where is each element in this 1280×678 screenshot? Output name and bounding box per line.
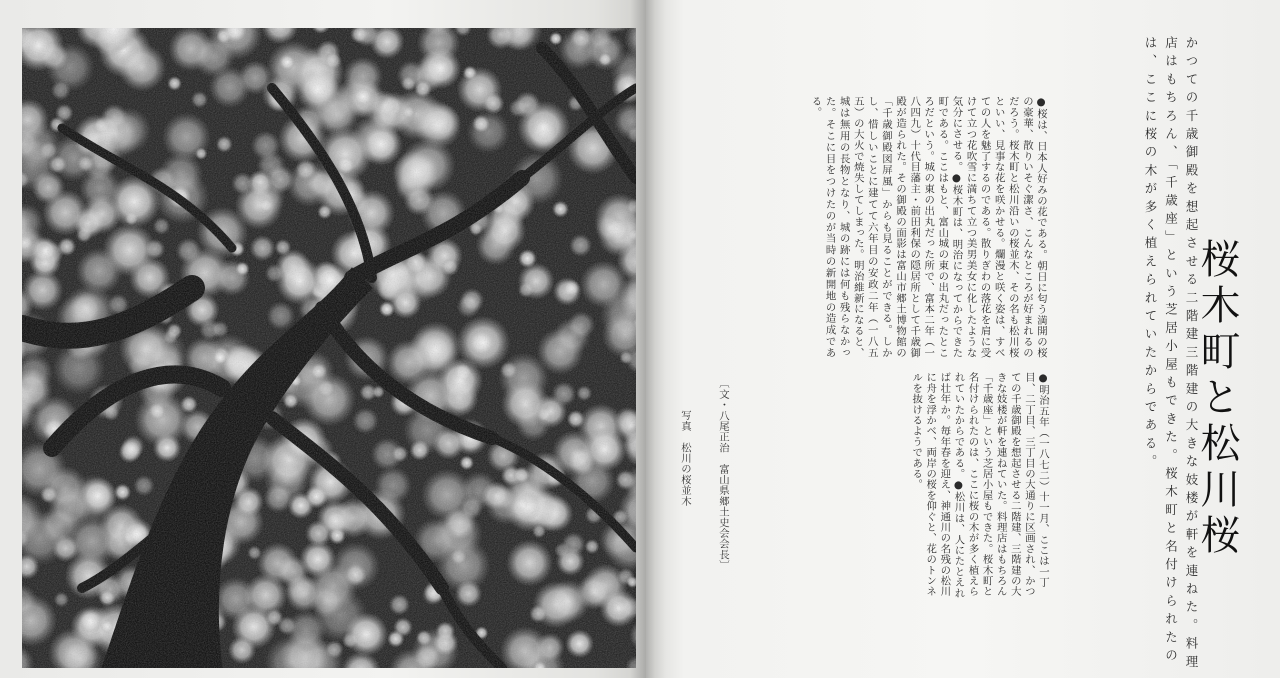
cherry-blossom-photo: [22, 28, 636, 668]
page-title: 桜木町と松川桜: [1194, 238, 1240, 560]
photo-caption: 写真 松川の桜並木: [679, 410, 691, 507]
body-text-lower: ●明治五年（一八七二）十一月、ここは一丁目、二丁目、三丁目の大通りに区画され、かつての千歳御殿を想起させる二階建、三階建の大きな妓楼が軒を連ねていた。料理店はもちろん「千歳座」という芝居小屋もできた。桜木町と名付けられたのは、ここに桜の木が多く植えられていたからである。●松川は、人にたとえれば壮年か。毎年春を迎え、神通川の名残の松川に舟を浮かべ、両岸の桜を仰ぐと、花のトンネルを抜けるようである。: [910, 372, 1049, 599]
cherry-blossom-image: [22, 28, 636, 668]
author-credit: 〔文・八尾正治 富山県郷土史会会長〕: [717, 378, 729, 571]
lede-paragraph: かつての千歳御殿を想起させる二階建三階建の大きな妓楼が軒を連ねた。料理店はもちろん、「千歳座」という芝居小屋もできた。桜木町と名付けられたのは、ここに桜の木が多く植えられていたからである。: [1143, 36, 1199, 673]
binding-gutter: [630, 0, 666, 678]
body-text-upper: ●桜は、日本人好みの花である。朝日に匂う満開の桜の豪華、散りいそぐ潔さ、こんなところが好まれるのだろう。桜木町と松川沿いの桜並木、その名も松川桜といい、見事な花を咲かせる。爛漫と咲く姿は、すべての人を魅了するのである。散りぎわの落花を肩に受けて立つ花吹雪に満ちて立つ美男美女に化したような気分にさせる。●桜木町は、明治になってからできた町である。ここはもと、富山城の東の出丸だったところだという。城の東の出丸だった所で、富本二年（一八四九）十代目藩主・前田利保の隠居所として千歳御殿が造られた。その御殿の面影は富山市郷土博物館の「千歳御殿図屏風」からも見ることができる。しかし、惜しいことに建てて六年目の安政二年（一八五五）の大火で焼失してしまった。明治維新になると、城は無用の長物となり、城の跡には何も残らなかった。そこに目をつけたのが当時の新開地の造成である。: [809, 96, 1047, 358]
right-page: [646, 0, 1280, 678]
